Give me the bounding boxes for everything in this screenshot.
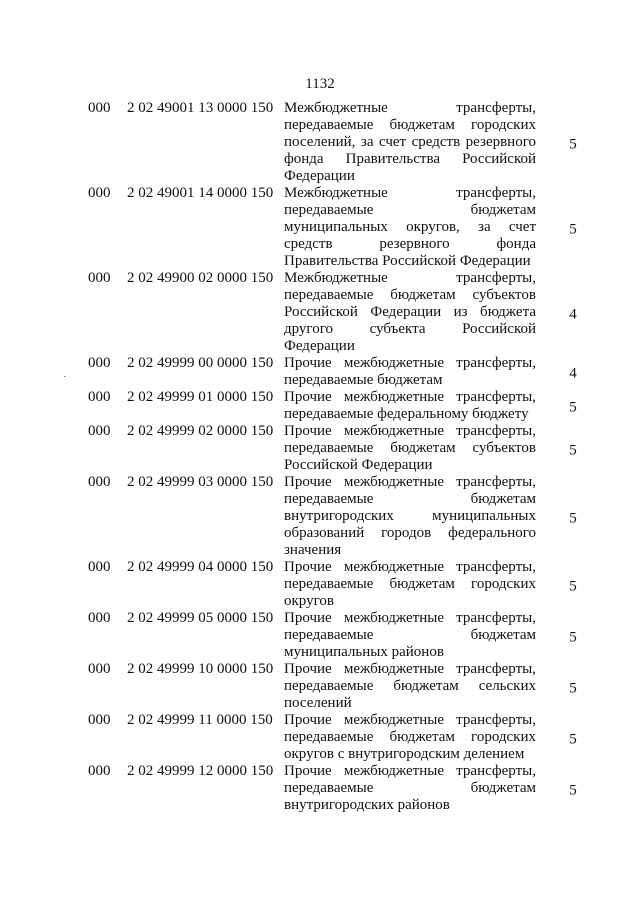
budget-classification-code: 2 02 49999 04 0000 150 — [127, 559, 274, 575]
revenue-name: Прочие межбюджетные трансферты, передаваемые бюджетам внутригородских районов — [284, 763, 536, 813]
budget-code-table — [0, 100, 640, 814]
budget-classification-code: 2 02 49999 00 0000 150 — [127, 355, 274, 371]
norm-value: 5 — [569, 782, 577, 799]
revenue-name: Прочие межбюджетные трансферты, передаваемые бюджетам городских округов — [284, 559, 536, 609]
table-row — [0, 100, 640, 185]
admin-code: 000 — [88, 763, 111, 779]
table-row — [0, 661, 640, 712]
table-row — [0, 559, 640, 610]
table-row — [0, 712, 640, 763]
norm-value: 4 — [569, 306, 577, 323]
admin-code: 000 — [88, 610, 111, 626]
table-row — [0, 355, 640, 389]
budget-classification-code: 2 02 49999 03 0000 150 — [127, 474, 274, 490]
admin-code: 000 — [88, 389, 111, 405]
revenue-name: Прочие межбюджетные трансферты, передаваемые бюджетам городских округов с внутригородским делением — [284, 712, 536, 762]
revenue-name: Межбюджетные трансферты, передаваемые бюджетам городских поселений, за счет средств резервного фонда Правительства Российской Федерации — [284, 100, 536, 184]
revenue-name: Прочие межбюджетные трансферты, передаваемые бюджетам субъектов Российской Федерации — [284, 423, 536, 473]
table-row — [0, 270, 640, 355]
norm-value: 5 — [569, 399, 577, 416]
revenue-name: Прочие межбюджетные трансферты, передаваемые бюджетам внутригородских муниципальных образований городов федерального значения — [284, 474, 536, 558]
revenue-name: Межбюджетные трансферты, передаваемые бюджетам муниципальных округов, за счет средств резервного фонда Правительства Российской Федерации — [284, 185, 536, 269]
admin-code: 000 — [88, 661, 111, 677]
norm-value: 5 — [569, 680, 577, 697]
admin-code: 000 — [88, 270, 111, 286]
norm-value: 4 — [569, 365, 577, 382]
revenue-name: Прочие межбюджетные трансферты, передаваемые бюджетам муниципальных районов — [284, 610, 536, 660]
table-row — [0, 389, 640, 423]
norm-value: 5 — [569, 510, 577, 527]
admin-code: 000 — [88, 100, 111, 116]
admin-code: 000 — [88, 185, 111, 201]
norm-value: 5 — [569, 136, 577, 153]
norm-value: 5 — [569, 731, 577, 748]
revenue-name: Прочие межбюджетные трансферты, передаваемые бюджетам сельских поселений — [284, 661, 536, 711]
table-row — [0, 185, 640, 270]
table-row — [0, 423, 640, 474]
admin-code: 000 — [88, 355, 111, 371]
table-row — [0, 610, 640, 661]
budget-classification-code: 2 02 49999 05 0000 150 — [127, 610, 274, 626]
table-row — [0, 474, 640, 559]
revenue-name: Межбюджетные трансферты, передаваемые бюджетам субъектов Российской Федерации из бюджета другого субъекта Российской Федерации — [284, 270, 536, 354]
budget-classification-code: 2 02 49999 11 0000 150 — [127, 712, 273, 728]
budget-classification-code: 2 02 49900 02 0000 150 — [127, 270, 274, 286]
budget-classification-code: 2 02 49001 13 0000 150 — [127, 100, 274, 116]
table-row — [0, 763, 640, 814]
norm-value: 5 — [569, 629, 577, 646]
norm-value: 5 — [569, 442, 577, 459]
budget-classification-code: 2 02 49001 14 0000 150 — [127, 185, 274, 201]
admin-code: 000 — [88, 423, 111, 439]
revenue-name: Прочие межбюджетные трансферты, передаваемые федеральному бюджету — [284, 389, 536, 422]
revenue-name: Прочие межбюджетные трансферты, передаваемые бюджетам — [284, 355, 536, 388]
budget-classification-code: 2 02 49999 10 0000 150 — [127, 661, 274, 677]
admin-code: 000 — [88, 712, 111, 728]
budget-classification-code: 2 02 49999 01 0000 150 — [127, 389, 274, 405]
norm-value: 5 — [569, 578, 577, 595]
budget-classification-code: 2 02 49999 02 0000 150 — [127, 423, 274, 439]
admin-code: 000 — [88, 559, 111, 575]
admin-code: 000 — [88, 474, 111, 490]
page-number: 1132 — [305, 76, 335, 92]
norm-value: 5 — [569, 221, 577, 238]
budget-classification-code: 2 02 49999 12 0000 150 — [127, 763, 274, 779]
